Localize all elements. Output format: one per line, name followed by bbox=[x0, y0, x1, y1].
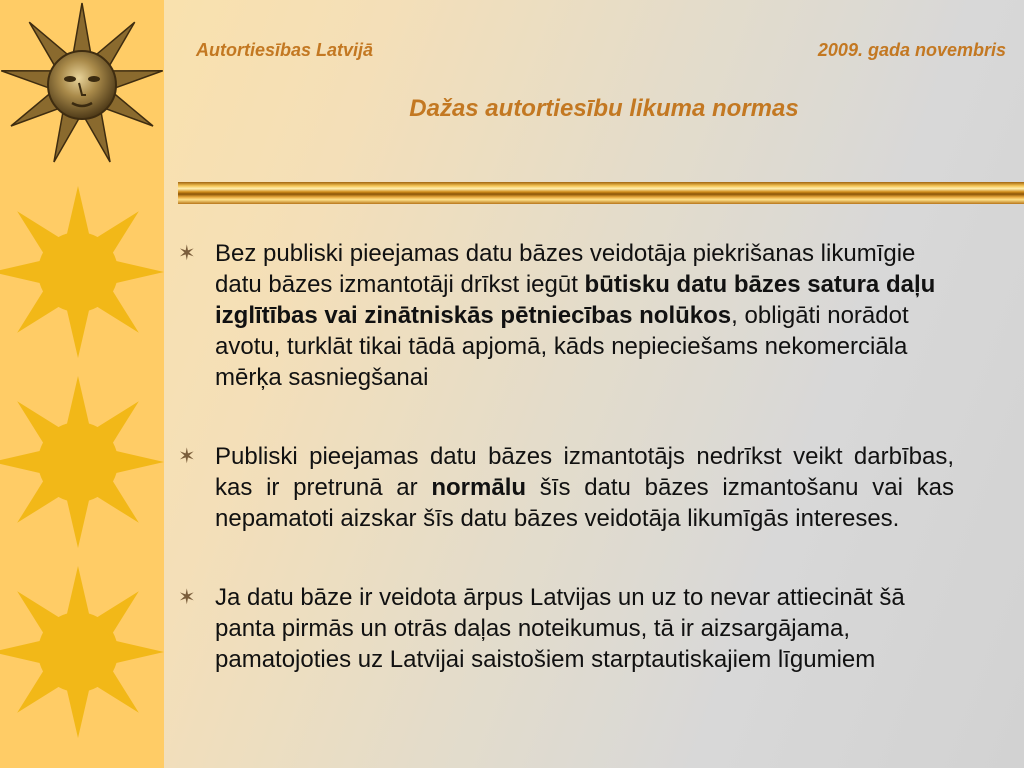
bullet-text: Ja datu bāze ir veidota ārpus Latvijas un uz to nevar attiecināt šā panta pirmās un otrās daļas noteikumus, tā ir aizsargājama, pamatojoties uz Latvijai saistošiem starptautiskajiem līgumiem bbox=[215, 584, 905, 673]
bullet-text: šīs datu bāzes izmantošanu vai kas nepamatoti aizskar šīs datu bāzes veidotāja likumīgās intereses. bbox=[215, 474, 954, 532]
bullet-text: Bez publiski pieejamas datu bāzes veidotāja piekrišanas likumīgie datu bāzes izmantotāji drīkst iegūt bbox=[215, 240, 916, 298]
bullet-text: Publiski pieejamas datu bāzes izmantotājs nedrīkst veikt darbības, kas ir pretrunā ar bbox=[215, 443, 954, 501]
gold-divider-rule bbox=[178, 182, 1024, 204]
header-left-text: Autortiesības Latvijā bbox=[196, 40, 374, 60]
bullet-item bbox=[178, 238, 954, 393]
star-bullet-icon: ✶ bbox=[178, 445, 196, 468]
bullet-bold-text: būtisku datu bāzes satura daļu izglītības vai zinātniskās pētniecības nolūkos bbox=[215, 271, 936, 329]
bullet-item bbox=[178, 582, 954, 675]
bullet-text: , obligāti norādot avotu, turklāt tikai tādā apjomā, kāds nepieciešams nekomerciāla mērķa sasniegšanai bbox=[215, 302, 909, 391]
sun-icon bbox=[0, 376, 164, 548]
header-date-text: 2009. gada novembris bbox=[817, 40, 1006, 60]
bronze-sun-face-icon bbox=[0, 3, 164, 165]
decorative-sidebar bbox=[0, 0, 164, 768]
bullet-bold-text: normālu bbox=[431, 474, 527, 501]
bullet-item bbox=[178, 441, 954, 534]
slide-title: Dažas autortiesību likuma normas bbox=[409, 95, 799, 122]
bullet-list bbox=[178, 238, 954, 675]
sun-icon bbox=[0, 566, 164, 738]
star-bullet-icon: ✶ bbox=[178, 242, 196, 265]
star-bullet-icon: ✶ bbox=[178, 586, 196, 609]
sun-icon bbox=[0, 186, 164, 358]
